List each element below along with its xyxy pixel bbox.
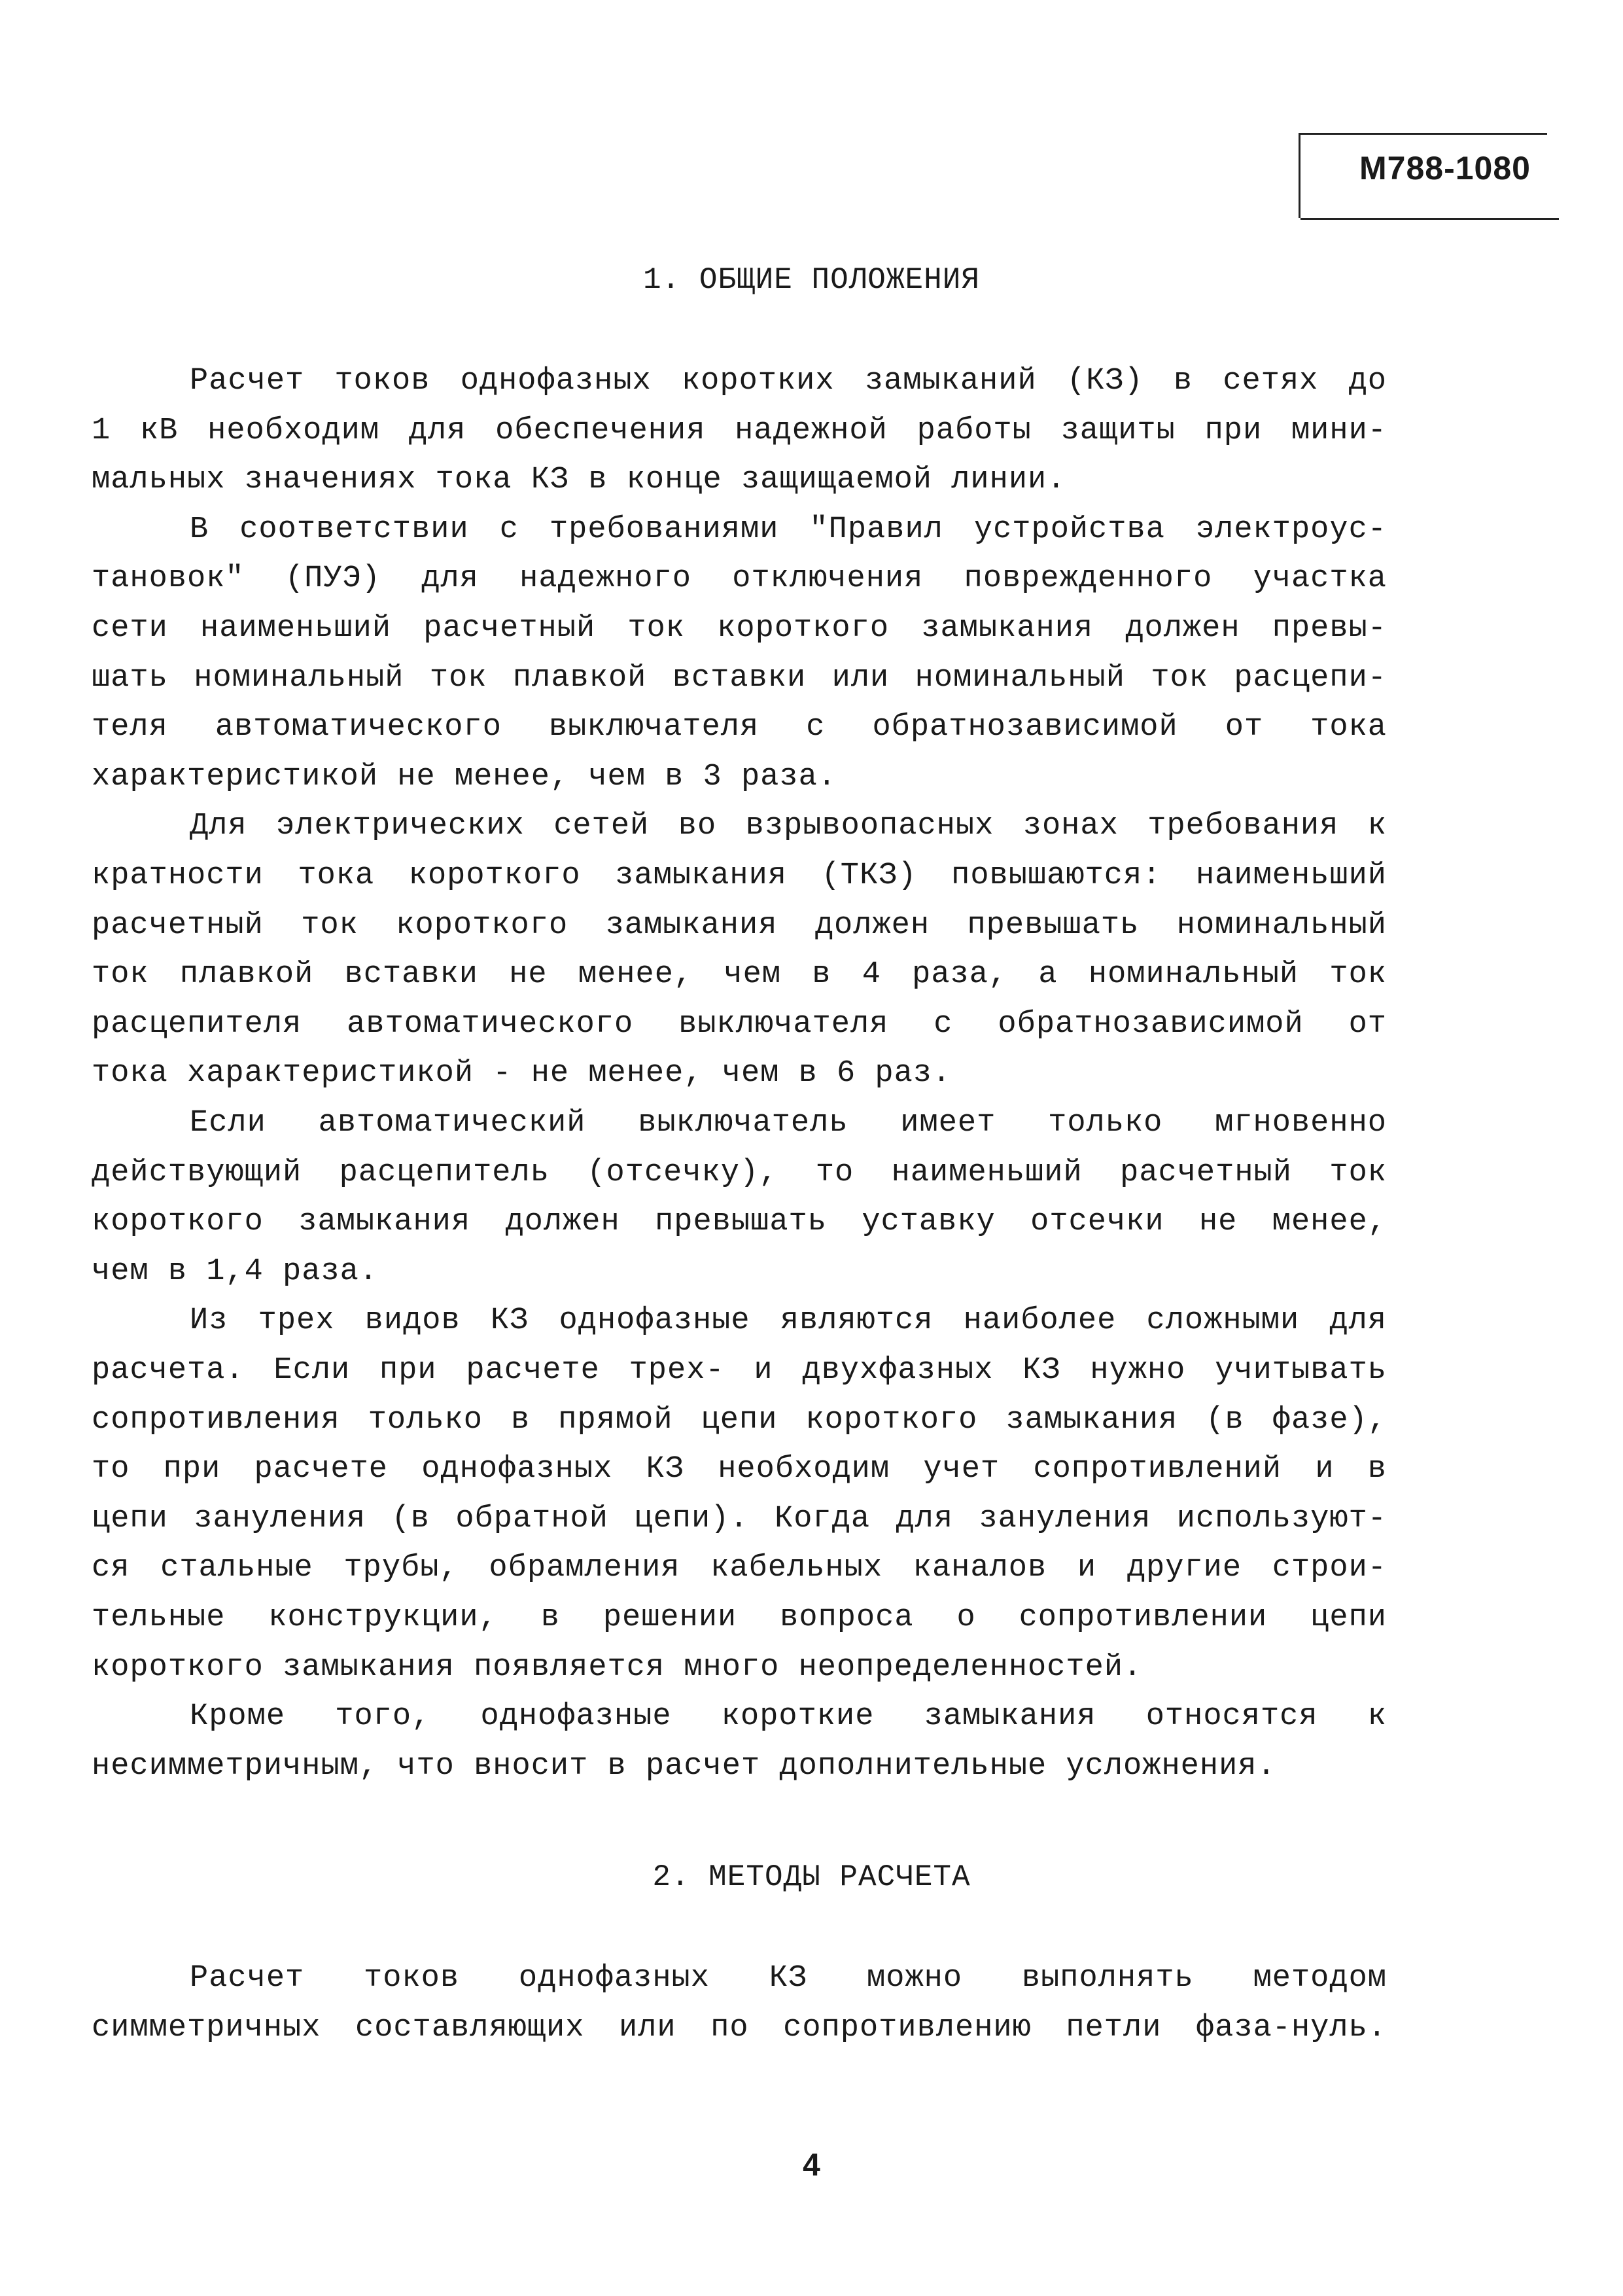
text-line: ток плавкой вставки не менее, чем в 4 раза, а номинальный ток — [92, 957, 1387, 993]
text-line: В соответствии с требованиями "Правил устройства электроус- — [190, 512, 1387, 547]
text-line: Расчет токов однофазных КЗ можно выполнять методом — [190, 1961, 1387, 1996]
text-line: симметричных составляющих или по сопротивлению петли фаза-нуль. — [92, 2010, 1387, 2045]
text-line: Из трех видов КЗ однофазные являются наиболее сложными для — [190, 1303, 1387, 1339]
document-code-box — [1299, 133, 1547, 218]
text-line: расчета. Если при расчете трех- и двухфазных КЗ нужно учитывать — [92, 1353, 1387, 1388]
section-2-title: 2. МЕТОДЫ РАСЧЕТА — [652, 1860, 971, 1894]
text-line: чем в 1,4 раза. — [92, 1254, 379, 1289]
text-line: Если автоматический выключатель имеет только мгновенно — [190, 1106, 1387, 1140]
text-line: Кроме того, однофазные короткие замыкания относятся к — [190, 1699, 1387, 1735]
text-line: тельные конструкции, в решении вопроса о сопротивлении цепи — [92, 1600, 1387, 1635]
text-line: тока характеристикой - не менее, чем в 6 раз. — [92, 1056, 952, 1091]
text-line: расчетный ток короткого замыкания должен превышать номинальный — [92, 908, 1387, 943]
text-line: короткого замыкания появляется много неопределенностей. — [92, 1650, 1143, 1685]
text-line: то при расчете однофазных КЗ необходим учет сопротивлений и в — [92, 1452, 1387, 1487]
text-line: шать номинальный ток плавкой вставки или номинальный ток расцепи- — [92, 660, 1387, 696]
section-1-title: 1. ОБЩИЕ ПОЛОЖЕНИЯ — [643, 263, 980, 297]
text-line: цепи зануления (в обратной цепи). Когда для зануления используют- — [92, 1501, 1387, 1536]
text-line: тановок" (ПУЭ) для надежного отключения поврежденного участка — [92, 561, 1387, 597]
text-line: короткого замыкания должен превышать уставку отсечки не менее, — [92, 1205, 1387, 1240]
page-number: 4 — [803, 2148, 820, 2183]
text-line: Расчет токов однофазных коротких замыканий (КЗ) в сетях до — [190, 364, 1387, 398]
text-line: действующий расцепитель (отсечку), то наименьший расчетный ток — [92, 1155, 1387, 1190]
text-line: 1 кВ необходим для обеспечения надежной работы защиты при мини- — [92, 413, 1387, 448]
text-line: сети наименьший расчетный ток короткого замыкания должен превы- — [92, 611, 1387, 646]
text-line: теля автоматического выключателя с обратнозависимой от тока — [92, 710, 1387, 745]
text-line: кратности тока короткого замыкания (ТКЗ) повышаются: наименьший — [92, 858, 1387, 893]
text-line: расцепителя автоматического выключателя с обратнозависимой от — [92, 1006, 1387, 1042]
text-line: характеристикой не менее, чем в 3 раза. — [92, 759, 837, 794]
text-line: ся стальные трубы, обрамления кабельных каналов и другие строи- — [92, 1551, 1387, 1586]
document-code-underline — [1300, 218, 1559, 220]
document-code: М788-1080 — [1359, 150, 1531, 186]
text-line: Для электрических сетей во взрывоопасных зонах требования к — [190, 809, 1387, 844]
text-line: сопротивления только в прямой цепи короткого замыкания (в фазе), — [92, 1402, 1387, 1438]
text-line: мальных значениях тока КЗ в конце защищаемой линии. — [92, 463, 1066, 498]
text-line: несимметричным, что вносит в расчет дополнительные усложнения. — [92, 1748, 1276, 1784]
